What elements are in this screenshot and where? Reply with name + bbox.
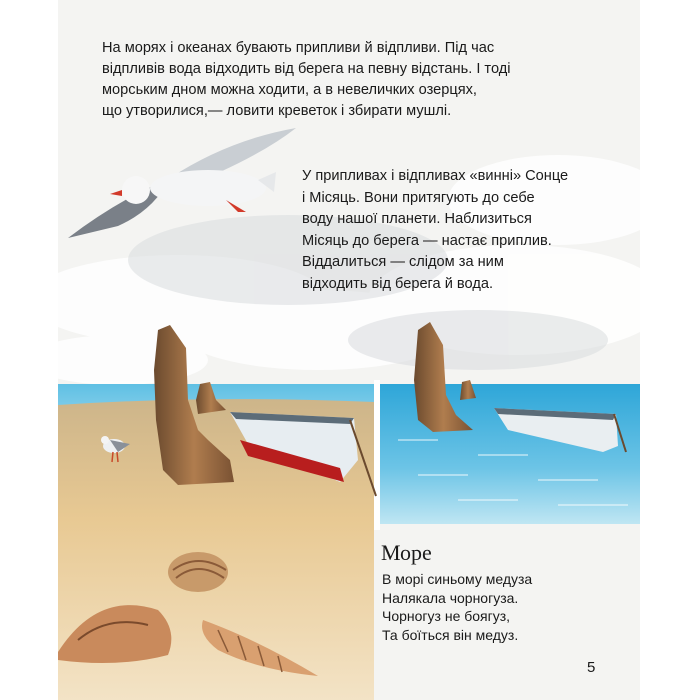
paragraph-line: На морях і океанах бувають припливи й відпливи. Під час [102,40,495,56]
paragraph-line: Віддалиться — слідом за ним [302,254,504,270]
poem-line: В морі синьому медуза [382,571,533,587]
paragraph-line: Місяць до берега — настає приплив. [302,232,552,249]
paragraph-line: воду нашої планети. Наблизиться [302,211,532,227]
paragraph-line: У припливах і відпливах «винні» Сонце [302,168,569,184]
paragraph-line: і Місяць. Вони притягують до себе [302,189,535,206]
poem-line: Чорногуз не боягуз, [382,608,511,624]
poem [382,570,532,644]
page-number: 5 [587,659,596,676]
poem-line: Та боїться він медуз. [382,626,519,643]
poem-line: Налякала чорногуза. [382,589,519,606]
paragraph-line: морським дном можна ходити, а в невеличких озерцях, [102,82,477,98]
paragraph-line: відходить від берега й вода. [302,275,494,292]
book-page [58,0,640,700]
paragraph-line: що утворилися,— ловити креветок і збирати мушлі. [102,103,452,119]
paragraph-tides-intro [102,38,602,122]
paragraph-line: відпливів вода відходить від берега на певну відстань. І тоді [102,61,511,77]
poem-title: Море [381,540,432,565]
paragraph-sun-moon [302,166,622,295]
